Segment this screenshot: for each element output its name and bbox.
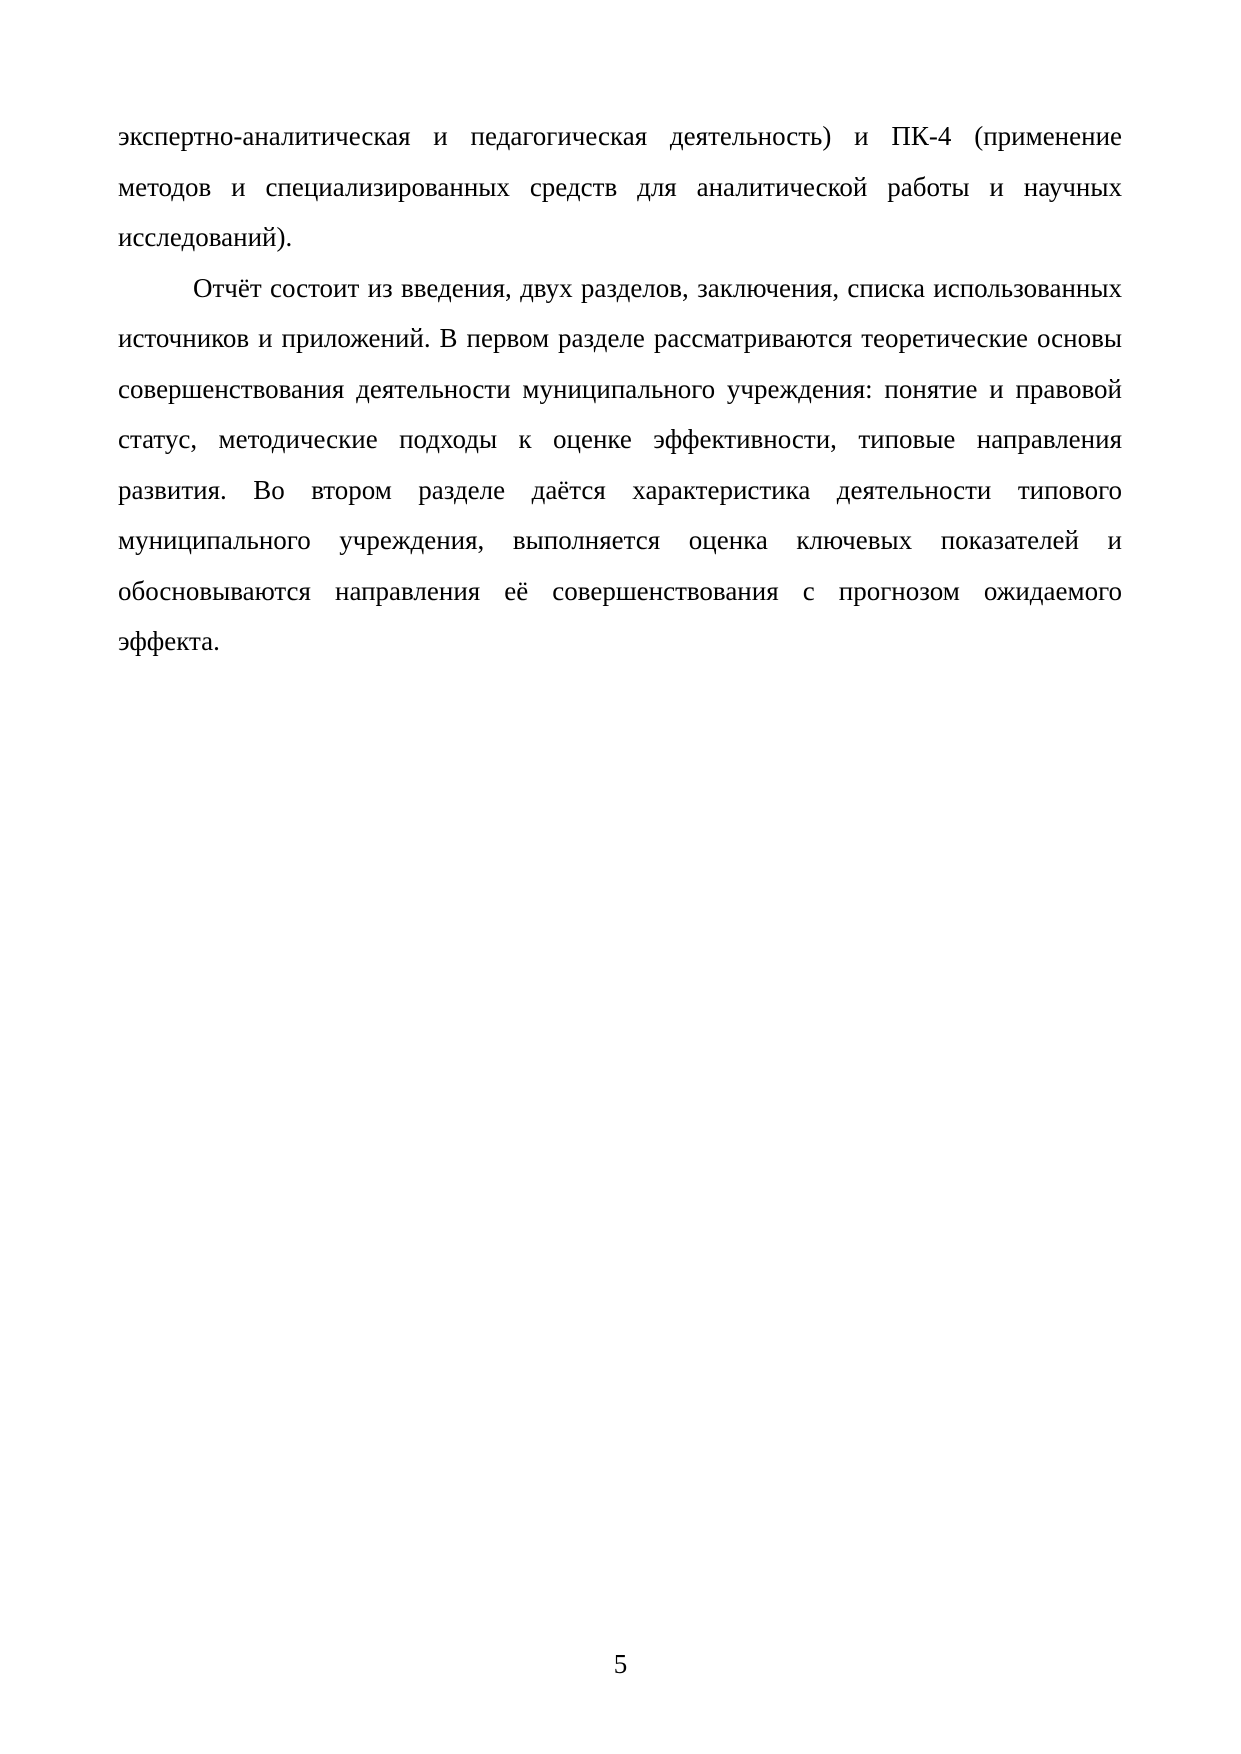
body-text <box>118 111 1122 667</box>
paragraph-continuation: экспертно-аналитическая и педагогическая деятельность) и ПК-4 (применение методов и специализированных средств для аналитической работы и научных исследований). <box>118 121 1122 252</box>
paragraph-report-structure: Отчёт состоит из введения, двух разделов, заключения, списка использованных источников и приложений. В первом разделе рассматриваются теоретические основы совершенствования деятельности муниципального учреждения: понятие и правовой статус, методические подходы к оценке эффективности, типовые направления развития. Во втором разделе даётся характеристика деятельности типового муниципального учреждения, выполняется оценка ключевых показателей и обосновываются направления её совершенствования с прогнозом ожидаемого эффекта. <box>118 272 1122 656</box>
page-number: 5 <box>613 1649 628 1679</box>
